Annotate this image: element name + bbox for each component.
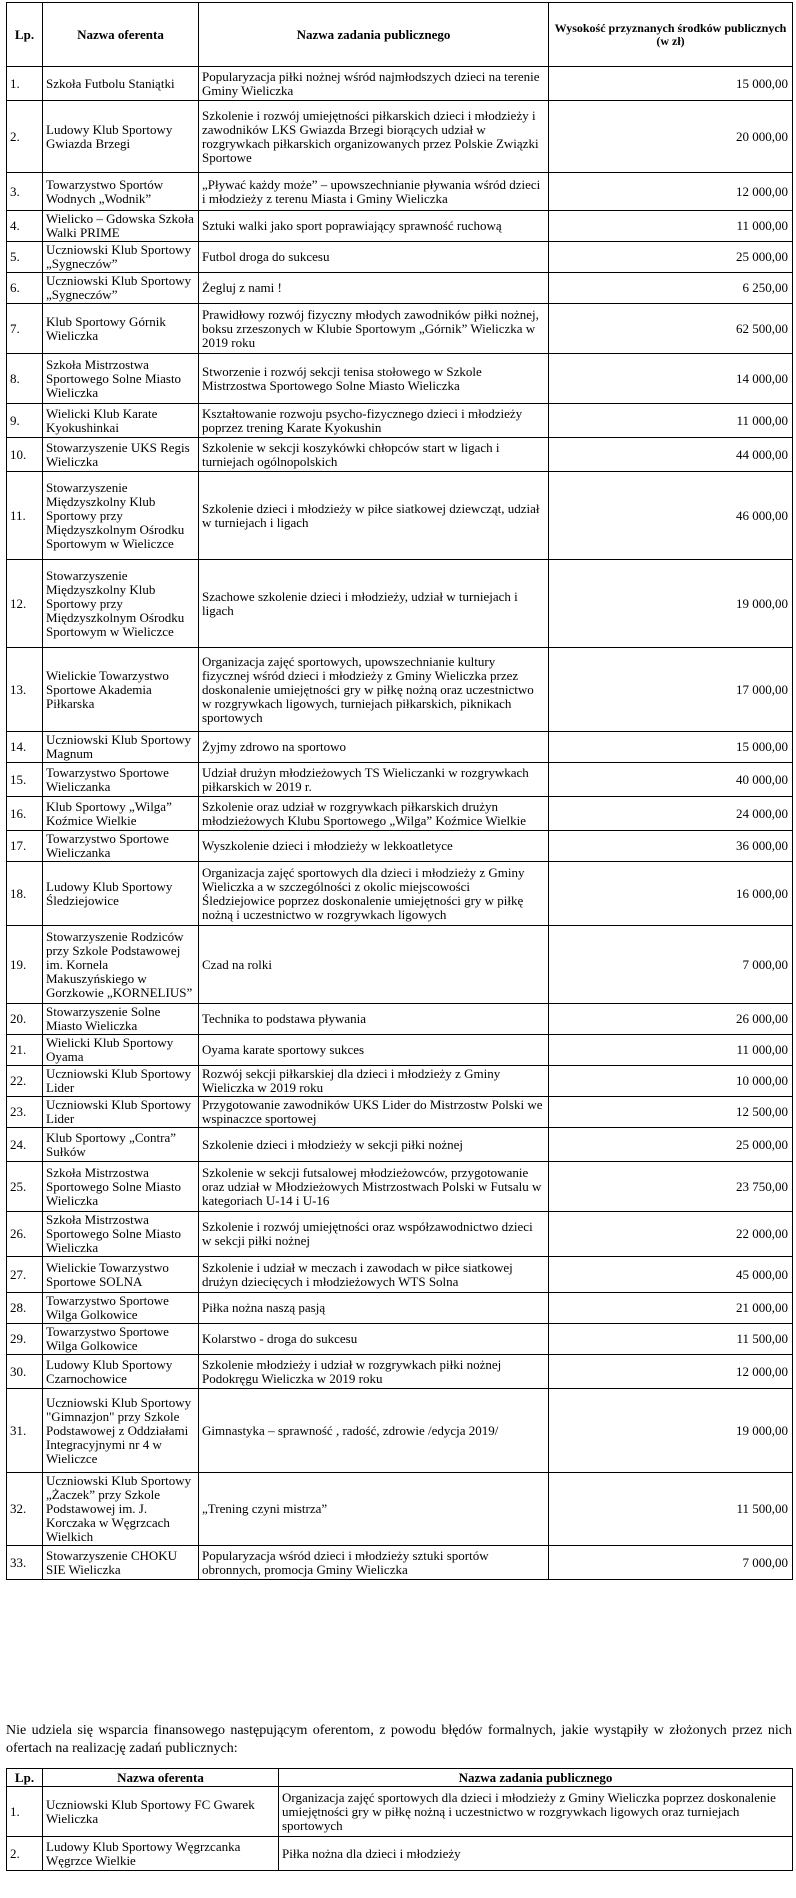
table-row	[7, 1324, 793, 1355]
row-kwota: 45 000,00	[549, 1257, 793, 1293]
table-row	[7, 1004, 793, 1035]
rejected-offers-table	[6, 1768, 793, 1871]
row-oferent: Uczniowski Klub Sportowy Lider	[43, 1097, 199, 1128]
row-oferent: Towarzystwo Sportowe Wieliczanka	[43, 763, 199, 797]
row-oferent: Towarzystwo Sportowe Wilga Golkowice	[43, 1324, 199, 1355]
table-row	[7, 1097, 793, 1128]
row-lp: 31.	[7, 1389, 43, 1473]
table-row	[7, 732, 793, 763]
row-oferent: Stowarzyszenie UKS Regis Wieliczka	[43, 438, 199, 472]
row-oferent: Uczniowski Klub Sportowy Magnum	[43, 732, 199, 763]
table-row	[7, 404, 793, 438]
row-lp: 5.	[7, 242, 43, 273]
row-lp: 13.	[7, 648, 43, 732]
row-lp: 4.	[7, 211, 43, 242]
row-zadanie: „Pływać każdy może” – upowszechnianie pływania wśród dzieci i młodzieży z terenu Miasta i Gminy Wieliczka	[199, 173, 549, 211]
row-kwota: 11 000,00	[549, 211, 793, 242]
row-lp: 1.	[7, 1787, 43, 1837]
row-oferent: Uczniowski Klub Sportowy Lider	[43, 1066, 199, 1097]
row-kwota: 7 000,00	[549, 1546, 793, 1580]
header-oferent: Nazwa oferenta	[43, 3, 199, 67]
row-zadanie: Szachowe szkolenie dzieci i młodzieży, udział w turniejach i ligach	[199, 560, 549, 648]
table-row	[7, 1162, 793, 1212]
row-kwota: 11 000,00	[549, 1035, 793, 1066]
row-zadanie: Szkolenie w sekcji koszykówki chłopców start w ligach i turniejach ogólnopolskich	[199, 438, 549, 472]
row-oferent: Wielicki Klub Karate Kyokushinkai	[43, 404, 199, 438]
table-row	[7, 831, 793, 862]
row-zadanie: Szkolenie i rozwój umiejętności piłkarskich dzieci i młodzieży i zawodników LKS Gwiazda Brzegi biorących udział w rozgrywkach piłkarskich organizowanych przez Polskie Związki Sportowe	[199, 101, 549, 173]
table-header-row	[7, 3, 793, 67]
row-lp: 20.	[7, 1004, 43, 1035]
row-zadanie: Piłka nożna naszą pasją	[199, 1293, 549, 1324]
row-lp: 19.	[7, 926, 43, 1004]
row-oferent: Ludowy Klub Sportowy Czarnochowice	[43, 1355, 199, 1389]
row-kwota: 40 000,00	[549, 763, 793, 797]
row-zadanie: Czad na rolki	[199, 926, 549, 1004]
table-row	[7, 211, 793, 242]
table-row	[7, 1212, 793, 1257]
row-oferent: Uczniowski Klub Sportowy FC Gwarek Wieliczka	[43, 1787, 279, 1837]
row-lp: 30.	[7, 1355, 43, 1389]
row-zadanie: Szkolenie dzieci i młodzieży w sekcji piłki nożnej	[199, 1128, 549, 1162]
row-kwota: 44 000,00	[549, 438, 793, 472]
row-lp: 23.	[7, 1097, 43, 1128]
row-oferent: Uczniowski Klub Sportowy „Sygneczów”	[43, 242, 199, 273]
table-row	[7, 1837, 793, 1871]
row-kwota: 21 000,00	[549, 1293, 793, 1324]
row-oferent: Towarzystwo Sportów Wodnych „Wodnik”	[43, 173, 199, 211]
row-kwota: 25 000,00	[549, 242, 793, 273]
row-kwota: 12 500,00	[549, 1097, 793, 1128]
table-row	[7, 304, 793, 354]
row-zadanie: Szkolenie w sekcji futsalowej młodzieżowców, przygotowanie oraz udział w Młodzieżowych Mistrzostwach Polski w Futsalu w kategoriach U-14 i U-16	[199, 1162, 549, 1212]
row-zadanie: Organizacja zajęć sportowych, upowszechnianie kultury fizycznej wśród dzieci i młodzieży z Gminy Wieliczka przez doskonalenie umiejętności gry w piłkę nożną oraz uczestnictwo w rozgrywkach ligowych, turniejach piłkarskich, piknikach sportowych	[199, 648, 549, 732]
row-kwota: 36 000,00	[549, 831, 793, 862]
row-kwota: 26 000,00	[549, 1004, 793, 1035]
rejected-offers-body	[7, 1787, 793, 1871]
row-kwota: 10 000,00	[549, 1066, 793, 1097]
row-zadanie: Prawidłowy rozwój fizyczny młodych zawodników piłki nożnej, boksu zrzeszonych w Klubie Sportowym „Górnik” Wieliczka w 2019 roku	[199, 304, 549, 354]
row-zadanie: Rozwój sekcji piłkarskiej dla dzieci i młodzieży z Gminy Wieliczka w 2019 roku	[199, 1066, 549, 1097]
table-row	[7, 1035, 793, 1066]
row-oferent: Klub Sportowy „Wilga” Koźmice Wielkie	[43, 797, 199, 831]
row-zadanie: Sztuki walki jako sport poprawiający sprawność ruchową	[199, 211, 549, 242]
header-lp: Lp.	[7, 1769, 43, 1787]
table-row	[7, 67, 793, 101]
row-zadanie: Żegluj z nami !	[199, 273, 549, 304]
row-kwota: 25 000,00	[549, 1128, 793, 1162]
table-row	[7, 560, 793, 648]
table-row	[7, 438, 793, 472]
row-kwota: 6 250,00	[549, 273, 793, 304]
row-lp: 27.	[7, 1257, 43, 1293]
row-kwota: 62 500,00	[549, 304, 793, 354]
table-row	[7, 101, 793, 173]
row-oferent: Szkoła Mistrzostwa Sportowego Solne Miasto Wieliczka	[43, 1212, 199, 1257]
row-zadanie: Żyjmy zdrowo na sportowo	[199, 732, 549, 763]
row-oferent: Stowarzyszenie Rodziców przy Szkole Podstawowej im. Kornela Makuszyńskiego w Gorzkowie „KORNELIUS”	[43, 926, 199, 1004]
row-lp: 12.	[7, 560, 43, 648]
row-kwota: 19 000,00	[549, 1389, 793, 1473]
table-row	[7, 797, 793, 831]
table-row	[7, 173, 793, 211]
row-zadanie: Piłka nożna dla dzieci i młodzieży	[279, 1837, 793, 1871]
row-zadanie: Organizacja zajęć sportowych dla dzieci i młodzieży z Gminy Wieliczka a w szczególności z okolic miejscowości Śledziejowice poprzez doskonalenie umiejętności gry w piłkę nożną i uczestnictwo w rozgrywkach ligowych	[199, 862, 549, 926]
row-lp: 18.	[7, 862, 43, 926]
row-lp: 10.	[7, 438, 43, 472]
row-zadanie: Popularyzacja piłki nożnej wśród najmłodszych dzieci na terenie Gminy Wieliczka	[199, 67, 549, 101]
row-kwota: 22 000,00	[549, 1212, 793, 1257]
row-oferent: Stowarzyszenie Solne Miasto Wieliczka	[43, 1004, 199, 1035]
row-zadanie: Wyszkolenie dzieci i młodzieży w lekkoatletyce	[199, 831, 549, 862]
row-zadanie: Szkolenie młodzieży i udział w rozgrywkach piłki nożnej Podokręgu Wieliczka w 2019 roku	[199, 1355, 549, 1389]
row-oferent: Klub Sportowy Górnik Wieliczka	[43, 304, 199, 354]
header-kwota: Wysokość przyznanych środków publicznych (w zł)	[549, 3, 793, 67]
row-kwota: 19 000,00	[549, 560, 793, 648]
row-oferent: Wielickie Towarzystwo Sportowe SOLNA	[43, 1257, 199, 1293]
row-zadanie: Futbol droga do sukcesu	[199, 242, 549, 273]
row-lp: 32.	[7, 1473, 43, 1546]
rejection-note: Nie udziela się wsparcia finansowego następującym oferentom, z powodu błędów formalnych, jakie wystąpiły w złożonych przez nich ofertach na realizację zadań publicznych:	[6, 1723, 792, 1756]
header-oferent: Nazwa oferenta	[43, 1769, 279, 1787]
row-lp: 33.	[7, 1546, 43, 1580]
row-kwota: 12 000,00	[549, 1355, 793, 1389]
row-lp: 21.	[7, 1035, 43, 1066]
table-header-row	[7, 1769, 793, 1787]
row-kwota: 23 750,00	[549, 1162, 793, 1212]
row-kwota: 17 000,00	[549, 648, 793, 732]
table-row	[7, 354, 793, 404]
row-zadanie: „Trening czyni mistrza”	[199, 1473, 549, 1546]
row-lp: 17.	[7, 831, 43, 862]
table-row	[7, 1355, 793, 1389]
row-kwota: 24 000,00	[549, 797, 793, 831]
row-zadanie: Szkolenie i udział w meczach i zawodach w piłce siatkowej drużyn dziecięcych i młodzieżowych WTS Solna	[199, 1257, 549, 1293]
row-oferent: Klub Sportowy „Contra” Sułków	[43, 1128, 199, 1162]
row-oferent: Wielickie Towarzystwo Sportowe Akademia Piłkarska	[43, 648, 199, 732]
row-oferent: Stowarzyszenie CHOKU SIE Wieliczka	[43, 1546, 199, 1580]
row-oferent: Ludowy Klub Sportowy Śledziejowice	[43, 862, 199, 926]
row-kwota: 12 000,00	[549, 173, 793, 211]
table-row	[7, 242, 793, 273]
row-zadanie: Szkolenie oraz udział w rozgrywkach piłkarskich drużyn młodzieżowych Klubu Sportowego „Wilga” Koźmice Wielkie	[199, 797, 549, 831]
row-zadanie: Oyama karate sportowy sukces	[199, 1035, 549, 1066]
row-zadanie: Szkolenie dzieci i młodzieży w piłce siatkowej dziewcząt, udział w turniejach i ligach	[199, 472, 549, 560]
row-zadanie: Gimnastyka – sprawność , radość, zdrowie /edycja 2019/	[199, 1389, 549, 1473]
table-row	[7, 862, 793, 926]
row-zadanie: Organizacja zajęć sportowych dla dzieci i młodzieży z Gminy Wieliczka poprzez doskonalenie umiejętności gry w piłkę nożną i uczestnictwo w rozgrywkach ligowych oraz turniejach sportowych	[279, 1787, 793, 1837]
row-kwota: 7 000,00	[549, 926, 793, 1004]
row-kwota: 11 500,00	[549, 1324, 793, 1355]
header-lp: Lp.	[7, 3, 43, 67]
row-lp: 25.	[7, 1162, 43, 1212]
row-kwota: 11 000,00	[549, 404, 793, 438]
row-oferent: Szkoła Mistrzostwa Sportowego Solne Miasto Wieliczka	[43, 354, 199, 404]
row-oferent: Stowarzyszenie Międzyszkolny Klub Sportowy przy Międzyszkolnym Ośrodku Sportowym w Wieliczce	[43, 560, 199, 648]
row-kwota: 46 000,00	[549, 472, 793, 560]
row-oferent: Towarzystwo Sportowe Wilga Golkowice	[43, 1293, 199, 1324]
row-lp: 1.	[7, 67, 43, 101]
row-lp: 7.	[7, 304, 43, 354]
row-lp: 15.	[7, 763, 43, 797]
row-zadanie: Stworzenie i rozwój sekcji tenisa stołowego w Szkole Mistrzostwa Sportowego Solne Miasto Wieliczka	[199, 354, 549, 404]
row-lp: 11.	[7, 472, 43, 560]
row-zadanie: Udział drużyn młodzieżowych TS Wieliczanki w rozgrywkach piłkarskich w 2019 r.	[199, 763, 549, 797]
row-oferent: Ludowy Klub Sportowy Gwiazda Brzegi	[43, 101, 199, 173]
row-lp: 26.	[7, 1212, 43, 1257]
table-row	[7, 1257, 793, 1293]
table-row	[7, 1066, 793, 1097]
row-oferent: Szkoła Futbolu Staniątki	[43, 67, 199, 101]
row-oferent: Ludowy Klub Sportowy Węgrzcanka Węgrzce Wielkie	[43, 1837, 279, 1871]
row-lp: 3.	[7, 173, 43, 211]
table-row	[7, 273, 793, 304]
table-row	[7, 926, 793, 1004]
row-lp: 29.	[7, 1324, 43, 1355]
table-row	[7, 1787, 793, 1837]
row-kwota: 15 000,00	[549, 732, 793, 763]
header-zadanie: Nazwa zadania publicznego	[199, 3, 549, 67]
row-zadanie: Popularyzacja wśród dzieci i młodzieży sztuki sportów obronnych, promocja Gminy Wieliczka	[199, 1546, 549, 1580]
table-row	[7, 1128, 793, 1162]
header-zadanie: Nazwa zadania publicznego	[279, 1769, 793, 1787]
row-zadanie: Kolarstwo - droga do sukcesu	[199, 1324, 549, 1355]
row-lp: 6.	[7, 273, 43, 304]
row-lp: 24.	[7, 1128, 43, 1162]
table-row	[7, 763, 793, 797]
row-kwota: 14 000,00	[549, 354, 793, 404]
row-lp: 2.	[7, 101, 43, 173]
awarded-grants-body	[7, 67, 793, 1580]
row-lp: 22.	[7, 1066, 43, 1097]
row-kwota: 15 000,00	[549, 67, 793, 101]
row-oferent: Szkoła Mistrzostwa Sportowego Solne Miasto Wieliczka	[43, 1162, 199, 1212]
row-zadanie: Technika to podstawa pływania	[199, 1004, 549, 1035]
row-lp: 2.	[7, 1837, 43, 1871]
row-zadanie: Kształtowanie rozwoju psycho-fizycznego dzieci i młodzieży poprzez trening Karate Kyokushin	[199, 404, 549, 438]
row-kwota: 16 000,00	[549, 862, 793, 926]
row-oferent: Wielicki Klub Sportowy Oyama	[43, 1035, 199, 1066]
table-row	[7, 1546, 793, 1580]
table-row	[7, 472, 793, 560]
awarded-grants-table	[6, 2, 793, 1580]
row-oferent: Towarzystwo Sportowe Wieliczanka	[43, 831, 199, 862]
row-zadanie: Przygotowanie zawodników UKS Lider do Mistrzostw Polski we wspinaczce sportowej	[199, 1097, 549, 1128]
row-oferent: Uczniowski Klub Sportowy „Żaczek” przy Szkole Podstawowej im. J. Korczaka w Węgrzcach Wielkich	[43, 1473, 199, 1546]
row-lp: 14.	[7, 732, 43, 763]
row-kwota: 20 000,00	[549, 101, 793, 173]
table-row	[7, 648, 793, 732]
row-lp: 8.	[7, 354, 43, 404]
row-oferent: Stowarzyszenie Międzyszkolny Klub Sportowy przy Międzyszkolnym Ośrodku Sportowym w Wieliczce	[43, 472, 199, 560]
row-zadanie: Szkolenie i rozwój umiejętności oraz współzawodnictwo dzieci w sekcji piłki nożnej	[199, 1212, 549, 1257]
row-lp: 28.	[7, 1293, 43, 1324]
row-oferent: Uczniowski Klub Sportowy "Gimnazjon" przy Szkole Podstawowej z Oddziałami Integracyjnymi nr 4 w Wieliczce	[43, 1389, 199, 1473]
table-row	[7, 1293, 793, 1324]
table-row	[7, 1473, 793, 1546]
row-kwota: 11 500,00	[549, 1473, 793, 1546]
row-lp: 9.	[7, 404, 43, 438]
row-oferent: Wielicko – Gdowska Szkoła Walki PRIME	[43, 211, 199, 242]
row-oferent: Uczniowski Klub Sportowy „Sygneczów”	[43, 273, 199, 304]
table-row	[7, 1389, 793, 1473]
row-lp: 16.	[7, 797, 43, 831]
